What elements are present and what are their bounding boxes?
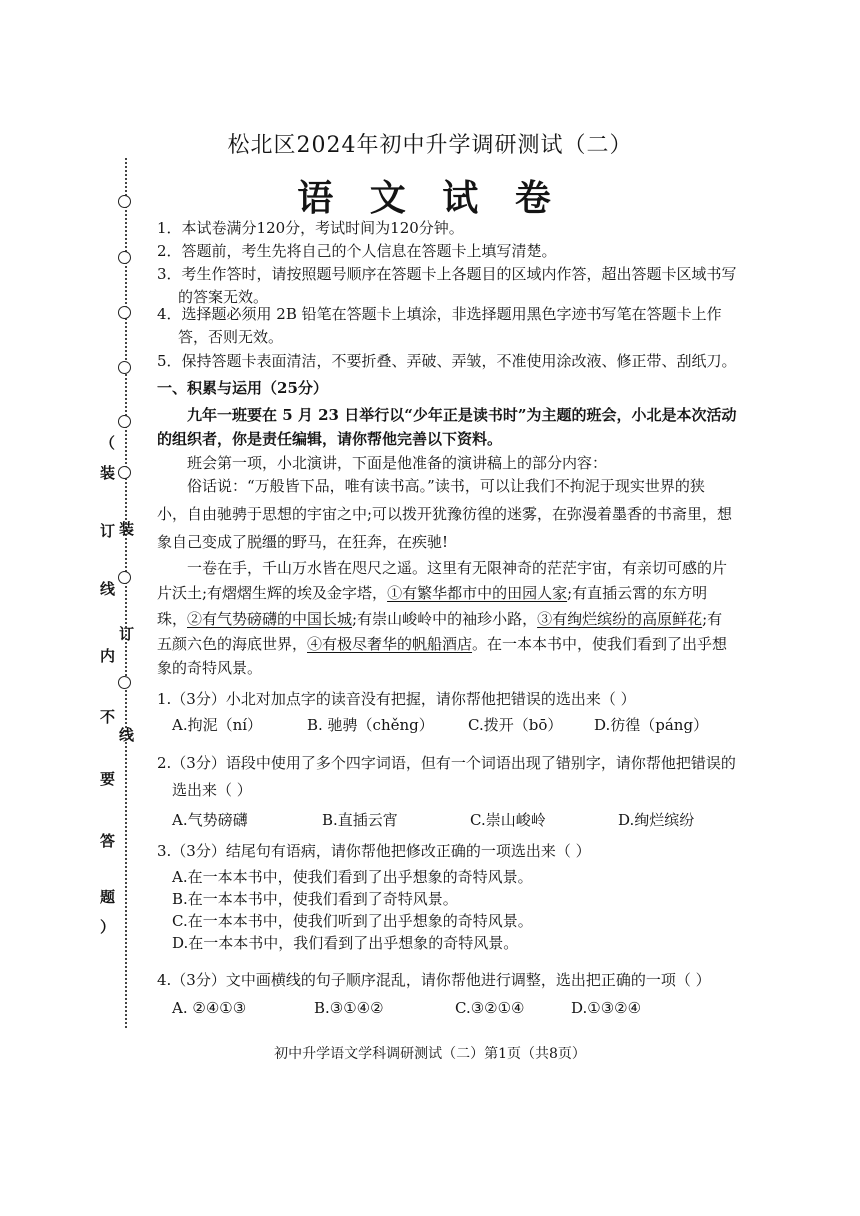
- margin-inner-char: 装: [119, 520, 135, 538]
- answer-option: B.直插云宵: [322, 811, 398, 829]
- margin-outer-char: （: [100, 434, 116, 452]
- answer-option: D.①③②④: [571, 999, 642, 1017]
- answer-option: C.崇山峻岭: [470, 811, 546, 829]
- paragraph-line: 象自己变成了脱缰的野马，在狂奔，在疾驰!: [157, 533, 449, 551]
- margin-outer-char: 订: [100, 522, 116, 540]
- note-line: 4．选择题必须用 2B 铅笔在答题卡上填涂，非选择题用黑色字迹书写笔在答题卡上作: [157, 305, 722, 323]
- margin-inner-char: 订: [119, 625, 135, 643]
- answer-option: D.绚烂缤纷: [618, 811, 695, 829]
- paragraph-text: 珠，: [157, 610, 188, 628]
- underlined-sentence: ①有繁华都市中的田园人家: [387, 584, 568, 602]
- answer-option: A.在一本本书中，使我们看到了出乎想象的奇特风景。: [172, 868, 533, 886]
- paragraph-text: 五颜六色的海底世界，: [157, 635, 308, 653]
- answer-option: C.拨开（bō）: [468, 716, 563, 734]
- paragraph-text: ;有: [702, 610, 723, 628]
- answer-option: A.拘泥（ní）: [172, 716, 263, 734]
- underlined-sentence: ③有绚烂缤纷的高原鲜花: [537, 610, 703, 628]
- exam-subtitle: 语 文 试 卷: [297, 177, 563, 219]
- intro-line: 的组织者，你是责任编辑，请你帮他完善以下资料。: [157, 430, 503, 448]
- binding-hole: [118, 306, 131, 319]
- paragraph-text: 片沃土;有熠熠生辉的埃及金字塔，: [157, 584, 388, 602]
- answer-option: B. 驰骋（chěng）: [307, 716, 434, 734]
- note-line: 3．考生作答时，请按照题号顺序在答题卡上各题目的区域内作答，超出答题卡区域书写: [157, 265, 737, 283]
- paragraph-text: ;有崇山峻岭中的袖珍小路，: [352, 610, 538, 628]
- intro-line: 九年一班要在 5 月 23 日举行以“少年正是读书时”为主题的班会，小北是本次活动: [187, 406, 737, 424]
- margin-outer-char: 内: [100, 647, 116, 665]
- paragraph-line: [157, 582, 707, 603]
- margin-outer-char: 装: [100, 464, 116, 482]
- note-line: 1．本试卷满分120分，考试时间为120分钟。: [157, 219, 464, 237]
- paragraph-line: 一卷在手，千山万水皆在咫尺之遥。这里有无限神奇的茫茫宇宙，有亲切可感的片: [187, 559, 728, 577]
- binding-hole: [118, 466, 131, 479]
- paragraph-line: 小，自由驰骋于思想的宇宙之中;可以拨开犹豫彷徨的迷雾，在弥漫着墨香的书斋里，想: [157, 505, 733, 523]
- answer-option: D.彷徨（páng）: [594, 716, 709, 734]
- answer-option: C.在一本本书中，使我们听到了出乎想象的奇特风景。: [172, 912, 533, 930]
- paragraph-text: ;有直插云霄的东方明: [567, 584, 708, 602]
- margin-outer-char: 题: [100, 888, 116, 906]
- margin-outer-char: 答: [100, 832, 116, 850]
- question-stem: 选出来（ ）: [172, 781, 252, 799]
- binding-hole: [118, 676, 131, 689]
- underlined-sentence: ②有气势磅礴的中国长城: [187, 610, 353, 628]
- answer-option: D.在一本本书中，我们看到了出乎想象的奇特风景。: [172, 934, 519, 952]
- paragraph-line: [157, 633, 727, 654]
- answer-option: A.气势磅礴: [172, 811, 248, 829]
- binding-hole: [118, 251, 131, 264]
- paragraph-line: 班会第一项，小北演讲，下面是他准备的演讲稿上的部分内容：: [187, 454, 608, 472]
- binding-hole: [118, 361, 131, 374]
- note-line: 2．答题前，考生先将自己的个人信息在答题卡上填写清楚。: [157, 242, 557, 260]
- margin-inner-char: 线: [119, 726, 135, 744]
- paragraph-text: 。在一本本书中，使我们看到了出乎想: [472, 635, 728, 653]
- answer-option: C.③②①④: [455, 999, 525, 1017]
- note-line: 5．保持答题卡表面清洁，不要折叠、弄破、弄皱，不准使用涂改液、修正带、刮纸刀。: [157, 352, 737, 370]
- question-stem: 1.（3分）小北对加点字的读音没有把握，请你帮他把错误的选出来（ ）: [157, 690, 636, 708]
- question-stem: 2.（3分）语段中使用了多个四字词语，但有一个词语出现了错别字，请你帮他把错误的: [157, 754, 736, 772]
- answer-option: B.③①④②: [314, 999, 384, 1017]
- paragraph-line: 象的奇特风景。: [157, 659, 263, 677]
- margin-outer-char: 要: [100, 770, 116, 788]
- binding-hole: [118, 415, 131, 428]
- binding-hole: [118, 571, 131, 584]
- answer-option: A. ②④①③: [172, 999, 247, 1017]
- question-stem: 3.（3分）结尾句有语病，请你帮他把修改正确的一项选出来（ ）: [157, 842, 591, 860]
- margin-outer-char: ）: [100, 918, 116, 936]
- margin-outer-char: 不: [100, 708, 116, 726]
- note-line: 答，否则无效。: [178, 328, 284, 346]
- paragraph-line: 俗话说：“万般皆下品，唯有读书高。”读书，可以让我们不拘泥于现实世界的狭: [187, 477, 705, 495]
- note-line: 的答案无效。: [178, 288, 269, 306]
- page-footer: 初中升学语文学科调研测试（二）第1页（共8页）: [274, 1046, 586, 1062]
- section-heading: 一、积累与运用（25分）: [157, 379, 328, 397]
- binding-dotted-line: [125, 158, 127, 1028]
- underlined-sentence: ④有极尽奢华的帆船酒店: [307, 635, 473, 653]
- answer-option: B.在一本本书中，使我们看到了奇特风景。: [172, 890, 458, 908]
- paragraph-line: [157, 608, 722, 629]
- margin-outer-char: 线: [100, 580, 116, 598]
- exam-title: 松北区2024年初中升学调研测试（二）: [227, 133, 633, 158]
- question-stem: 4.（3分）文中画横线的句子顺序混乱，请你帮他进行调整，选出把正确的一项（ ）: [157, 971, 711, 989]
